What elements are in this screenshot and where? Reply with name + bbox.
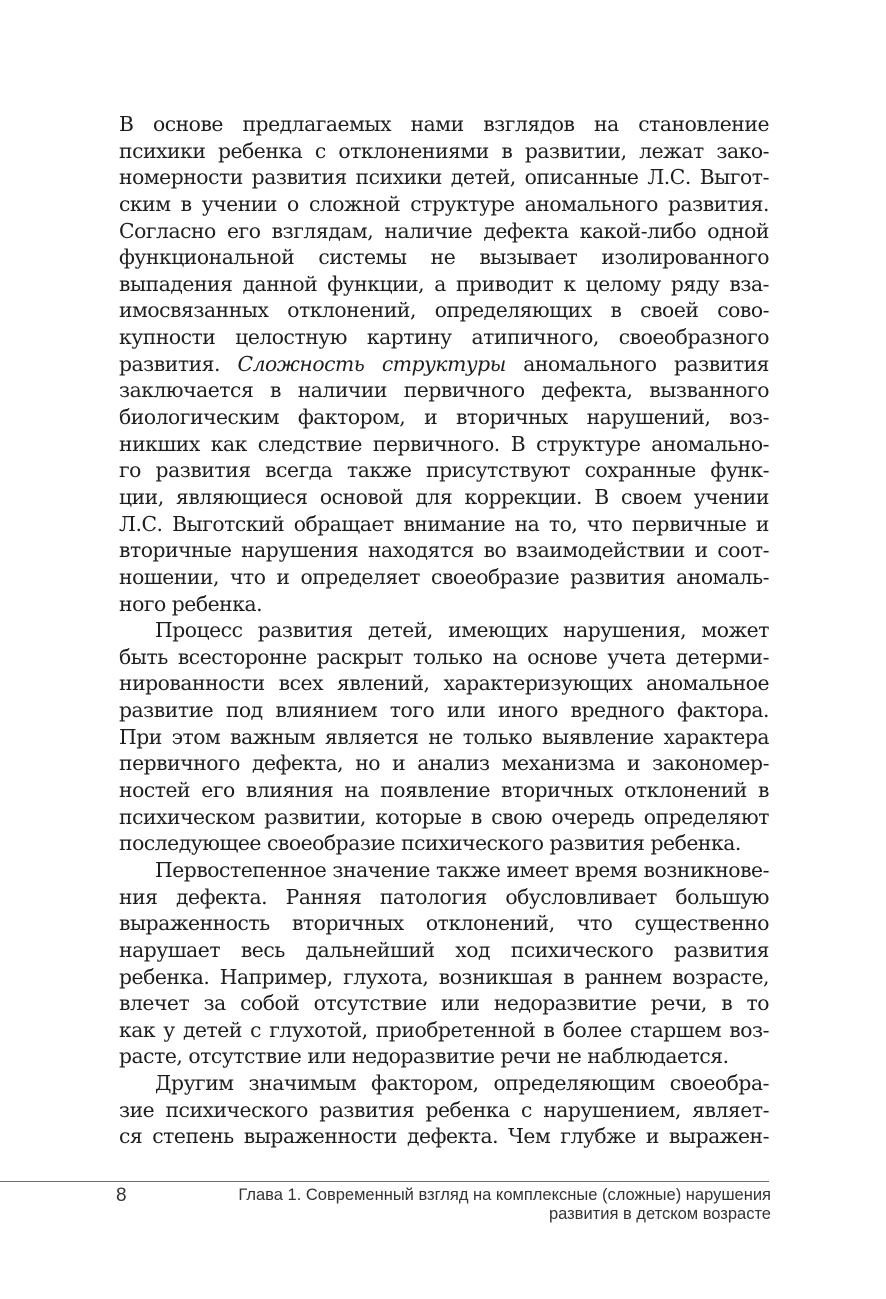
text-segment: ния дефекта. Ранняя патология обусловливает большую (119, 884, 769, 909)
text-line (119, 297, 769, 324)
text-line (119, 191, 769, 218)
paragraph (119, 111, 769, 617)
italic-term: Сложность структуры (237, 351, 506, 376)
text-segment: Первостепенное значение также имеет время возникнове- (155, 857, 769, 882)
text-line (119, 351, 769, 378)
text-line (119, 910, 769, 937)
text-segment: имосвязанных отклонений, определяющих в своей сово- (119, 298, 769, 323)
text-segment: как у детей с глухотой, приобретенной в более старшем воз- (119, 1017, 769, 1042)
text-line (119, 990, 769, 1017)
text-line (119, 138, 769, 165)
text-segment: ся степень выраженности дефекта. Чем глубже и выражен- (119, 1124, 769, 1149)
text-line (119, 377, 769, 404)
text-line (119, 271, 769, 298)
text-line (119, 884, 769, 911)
text-segment: расте, отсутствие или недоразвитие речи не наблюдается. (119, 1044, 729, 1069)
text-segment: нарушает весь дальнейший ход психического развития (119, 937, 769, 962)
text-line (119, 1017, 769, 1044)
text-segment: зие психического развития ребенка с нарушением, являет- (119, 1097, 769, 1122)
text-segment: заключается в наличии первичного дефекта, вызванного (119, 378, 769, 403)
text-segment: функциональной системы не вызывает изолированного (119, 245, 769, 270)
text-segment: купности целостную картину атипичного, своеобразного (119, 325, 769, 350)
text-line (119, 750, 769, 777)
text-segment: аномального развития (505, 351, 769, 376)
text-line (119, 324, 769, 351)
text-line (119, 564, 769, 591)
text-line (119, 964, 769, 991)
text-line (119, 617, 769, 644)
text-line (119, 777, 769, 804)
text-line (119, 804, 769, 831)
text-line (119, 697, 769, 724)
text-line (119, 537, 769, 564)
text-line (119, 111, 769, 138)
text-segment: развития. (119, 351, 238, 376)
text-segment: Другим значимым фактором, определяющим своеобра- (155, 1071, 769, 1096)
text-line (119, 857, 769, 884)
text-line (119, 457, 769, 484)
running-title-line-1: Глава 1. Современный взгляд на комплексные (сложные) нарушения (238, 1186, 771, 1204)
page-number: 8 (116, 1185, 127, 1206)
text-segment: Процесс развития детей, имеющих нарушения, может (155, 618, 769, 643)
text-segment: выраженность вторичных отклонений, что существенно (119, 911, 769, 936)
text-segment: ребенка. Например, глухота, возникшая в раннем возрасте, (119, 964, 769, 989)
text-line (119, 830, 769, 857)
text-segment: первичного дефекта, но и анализ механизма и закономер- (119, 751, 769, 776)
text-line (119, 1097, 769, 1124)
text-line (119, 484, 769, 511)
text-line (119, 670, 769, 697)
text-line (119, 1043, 769, 1070)
text-segment: психики ребенка с отклонениями в развитии, лежат зако- (119, 138, 769, 163)
running-title-line-2: развития в детском возрасте (548, 1205, 771, 1223)
text-segment: развитие под влиянием того или иного вредного фактора. (119, 698, 769, 723)
text-segment: никших как следствие первичного. В структуре аномально- (119, 431, 769, 456)
text-segment: ностей его влияния на появление вторичных отклонений в (119, 778, 769, 803)
text-line (119, 724, 769, 751)
text-segment: ношении, что и определяет своеобразие развития аномаль- (119, 564, 769, 589)
text-line (119, 1123, 769, 1150)
text-line (119, 644, 769, 671)
text-line (119, 164, 769, 191)
paragraph (119, 1070, 769, 1150)
text-line (119, 511, 769, 538)
text-segment: быть всесторонне раскрыт только на основе учета детерми- (119, 644, 769, 669)
text-segment: ного ребенка. (119, 591, 263, 616)
text-line (119, 404, 769, 431)
text-line (119, 244, 769, 271)
text-segment: нированности всех явлений, характеризующих аномальное (119, 671, 769, 696)
text-segment: вторичные нарушения находятся во взаимодействии и соот- (119, 538, 769, 563)
paragraph (119, 857, 769, 1070)
text-segment: При этом важным является не только выявление характера (119, 724, 769, 749)
text-segment: ции, являющиеся основой для коррекции. В своем учении (119, 484, 769, 509)
footer-rule (0, 1181, 769, 1182)
text-segment: номерности развития психики детей, описанные Л.С. Выгот- (119, 165, 769, 190)
text-segment: го развития всегда также присутствуют сохранные функ- (119, 458, 769, 483)
text-line (119, 218, 769, 245)
text-segment: последующее своеобразие психического развития ребенка. (119, 831, 741, 856)
text-segment: выпадения данной функции, а приводит к целому ряду вза- (119, 271, 769, 296)
text-segment: биологическим фактором, и вторичных нарушений, воз- (119, 405, 769, 430)
text-segment: Л.С. Выготский обращает внимание на то, что первичные и (119, 511, 769, 536)
text-segment: ским в учении о сложной структуре аномального развития. (119, 191, 769, 216)
text-line (119, 431, 769, 458)
text-line (119, 937, 769, 964)
text-segment: влечет за собой отсутствие или недоразвитие речи, в то (119, 991, 769, 1016)
running-title (171, 1186, 771, 1224)
text-segment: Согласно его взглядам, наличие дефекта какой-либо одной (119, 218, 769, 243)
text-line (119, 1070, 769, 1097)
text-segment: В основе предлагаемых нами взглядов на становление (119, 112, 769, 136)
paragraph (119, 617, 769, 857)
text-line (119, 591, 769, 618)
text-segment: психическом развитии, которые в свою очередь определяют (119, 804, 769, 829)
body-text (119, 111, 769, 1150)
